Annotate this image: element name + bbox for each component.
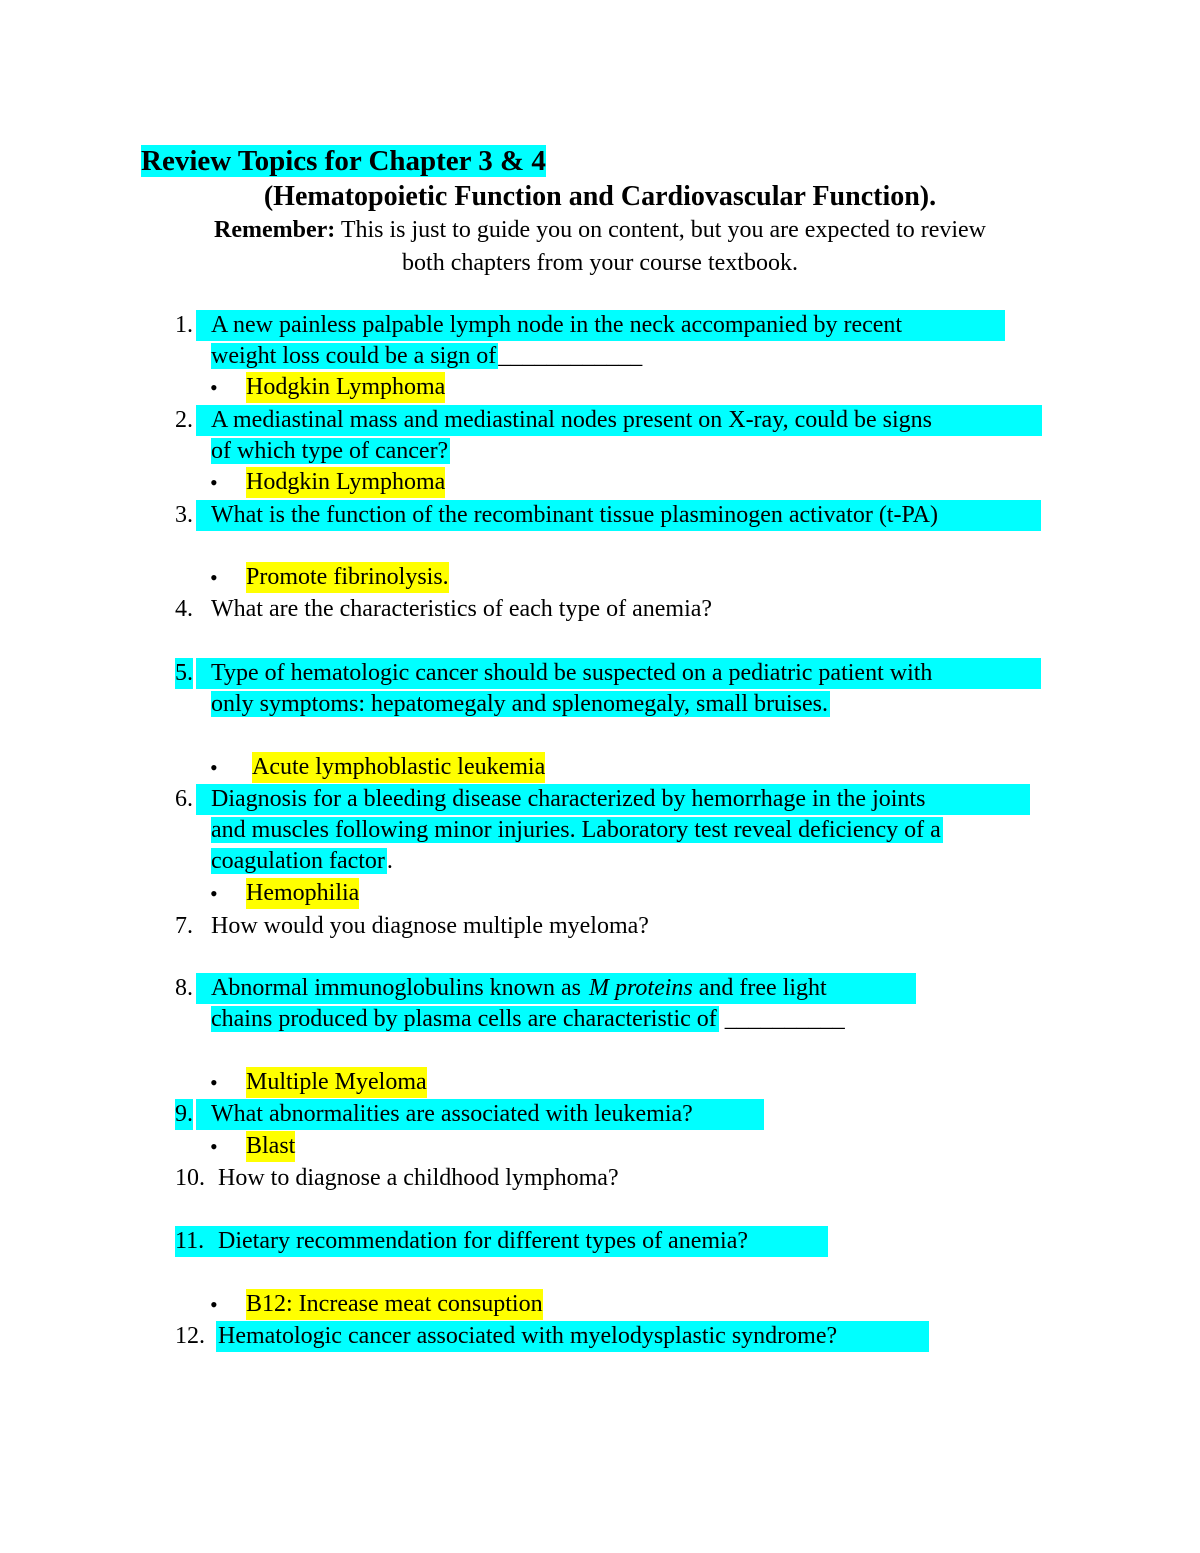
answer-6-bullet: • [210, 881, 218, 906]
answer-3-bullet: • [210, 565, 218, 590]
answer-8-bullet: • [210, 1070, 218, 1095]
question-6-line-3: coagulation factor [211, 848, 385, 874]
question-8-line-1a: Abnormal immunoglobulins known as [211, 975, 587, 1001]
question-8-number: 8. [175, 975, 193, 1001]
answer-3-text: Promote fibrinolysis. [246, 562, 449, 593]
question-12-text [218, 1321, 839, 1352]
question-1-text [211, 310, 904, 372]
question-3-line-1: What is the function of the recombinant tissue plasminogen activator (t-PA) [211, 502, 938, 528]
question-7-text [211, 911, 651, 942]
question-3-text [211, 500, 940, 531]
question-3-number: 3. [175, 502, 193, 528]
answer-9-bullet: • [210, 1134, 218, 1159]
question-5-text [211, 658, 934, 720]
question-7-number: 7. [175, 913, 193, 939]
question-4-line-1: What are the characteristics of each type of anemia? [211, 596, 713, 622]
question-10-number: 10. [175, 1165, 205, 1191]
question-5-number: 5. [175, 658, 193, 689]
question-5-line-2: only symptoms: hepatomegaly and splenomegaly, small bruises. [211, 691, 829, 717]
answer-5-text: Acute lymphoblastic leukemia [252, 752, 545, 783]
answer-1-text: Hodgkin Lymphoma [246, 372, 445, 403]
answer-2-text: Hodgkin Lymphoma [246, 467, 445, 498]
question-9-text [211, 1099, 695, 1130]
question-10-line-1: How to diagnose a childhood lymphoma? [218, 1165, 619, 1191]
remember-label: Remember: [213, 217, 336, 243]
question-1-line-2: weight loss could be a sign of [211, 343, 497, 369]
title-text: Review Topics for Chapter 3 & 4 [141, 145, 546, 177]
answer-11-bullet: • [210, 1292, 218, 1317]
question-1-number: 1. [175, 312, 193, 338]
remember-note [140, 214, 1060, 280]
question-2-text [211, 405, 934, 467]
question-11-text [218, 1226, 750, 1257]
answer-2-bullet: • [210, 470, 218, 495]
question-2-line-2: of which type of cancer? [211, 438, 449, 464]
document-title [141, 143, 546, 179]
question-10-text [218, 1163, 621, 1194]
answer-9-text: Blast [246, 1131, 295, 1162]
question-11-line-1: Dietary recommendation for different types of anemia? [218, 1228, 749, 1254]
question-2-line-1: A mediastinal mass and mediastinal nodes present on X-ray, could be signs [211, 407, 932, 433]
question-5-line-1: Type of hematologic cancer should be suspected on a pediatric patient with [211, 660, 933, 686]
question-8-line-1b: and free light [692, 975, 827, 1001]
question-6-text [211, 784, 943, 877]
answer-6-text: Hemophilia [246, 878, 359, 909]
answer-11-text: B12: Increase meat consuption [246, 1289, 543, 1320]
question-8-m-proteins: M proteins [588, 975, 693, 1001]
remember-line-2: both chapters from your course textbook. [402, 250, 798, 276]
question-9-number: 9. [175, 1099, 193, 1130]
question-11-number: 11. [175, 1228, 205, 1254]
question-4-text [211, 594, 714, 625]
document-subtitle: (Hematopoietic Function and Cardiovascular Function). [263, 181, 937, 212]
question-1-line-1: A new painless palpable lymph node in the neck accompanied by recent [211, 312, 903, 338]
question-12-line-1: Hematologic cancer associated with myelodysplastic syndrome? [218, 1323, 838, 1349]
answer-1-bullet: • [210, 375, 218, 400]
question-8-blank: __________ [718, 1006, 845, 1032]
question-12-number: 12. [175, 1323, 205, 1349]
question-4-number: 4. [175, 596, 193, 622]
answer-8-text: Multiple Myeloma [246, 1067, 427, 1098]
question-8-text [211, 973, 847, 1035]
question-6-number: 6. [175, 786, 193, 812]
question-6-line-3-period: . [386, 848, 393, 874]
answer-5-bullet: • [210, 755, 218, 780]
question-8-line-2: chains produced by plasma cells are characteristic of [211, 1006, 717, 1032]
question-6-line-2: and muscles following minor injuries. Laboratory test reveal deficiency of a [211, 817, 941, 843]
remember-line-1: This is just to guide you on content, but you are expected to review [335, 217, 987, 243]
question-7-line-1: How would you diagnose multiple myeloma? [211, 913, 649, 939]
question-9-line-1: What abnormalities are associated with leukemia? [211, 1101, 693, 1127]
question-1-blank: ____________ [498, 343, 643, 369]
question-6-line-1: Diagnosis for a bleeding disease characterized by hemorrhage in the joints [211, 786, 926, 812]
question-2-number: 2. [175, 407, 193, 433]
